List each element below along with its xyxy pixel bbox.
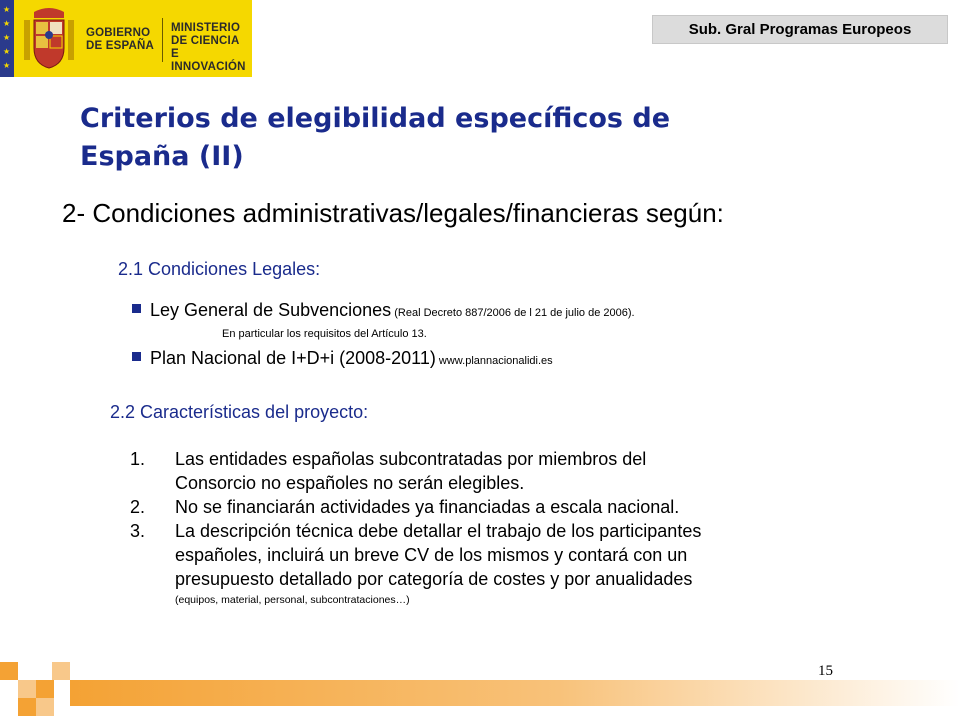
logo-text-gobierno: GOBIERNO DE ESPAÑA xyxy=(86,27,155,52)
page-number: 15 xyxy=(818,663,833,679)
list-item: 3. La descripción técnica debe detallar el trabajo de los participantes españoles, incluirá un breve CV de los mismos y contará con un presupuesto detallado por categoría de costes y por anualidades (equipos, material, personal, subcontrataciones…) xyxy=(130,521,702,606)
star-icon: ★ xyxy=(3,47,11,56)
slide-title: Criterios de elegibilidad específicos de España (II) xyxy=(80,103,671,172)
footer-square xyxy=(36,698,54,716)
eu-flag-strip xyxy=(0,0,14,77)
logo-text-ministerio: MINISTERIO DE CIENCIA E INNOVACIÓN xyxy=(171,22,246,73)
numbered-list xyxy=(130,447,900,609)
logo-divider xyxy=(162,18,163,62)
footer-square xyxy=(36,680,54,698)
footer-square xyxy=(0,662,18,680)
bullet-note: En particular los requisitos del Artículo 13. xyxy=(222,328,427,340)
star-icon: ★ xyxy=(3,33,11,42)
footer-bar xyxy=(70,680,960,706)
star-icon: ★ xyxy=(3,61,11,70)
bullet-item: Ley General de Subvenciones (Real Decreto 887/2006 de l 21 de julio de 2006). xyxy=(132,299,635,324)
bullet-square-icon xyxy=(132,352,141,361)
star-icon: ★ xyxy=(3,5,11,14)
main-heading: 2- Condiciones administrativas/legales/financieras según: xyxy=(62,198,724,228)
star-icon: ★ xyxy=(3,19,11,28)
gobierno-logo xyxy=(0,0,252,77)
footer-square xyxy=(18,680,36,698)
footer-square xyxy=(18,698,36,716)
footer-square xyxy=(52,662,70,680)
bullet-square-icon xyxy=(132,304,141,313)
coat-of-arms-icon xyxy=(20,6,78,72)
department-badge: Sub. Gral Programas Europeos xyxy=(652,15,948,44)
section-title-legal: 2.1 Condiciones Legales: xyxy=(118,259,321,279)
list-item: 2. No se financiarán actividades ya financiadas a escala nacional. xyxy=(130,497,680,517)
bullet-item: Plan Nacional de I+D+i (2008-2011) www.plannacionalidi.es xyxy=(132,347,553,372)
list-item: 1. Las entidades españolas subcontratadas por miembros del Consorcio no españoles no serán elegibles. xyxy=(130,449,647,493)
section-title-project: 2.2 Características del proyecto: xyxy=(110,402,369,422)
